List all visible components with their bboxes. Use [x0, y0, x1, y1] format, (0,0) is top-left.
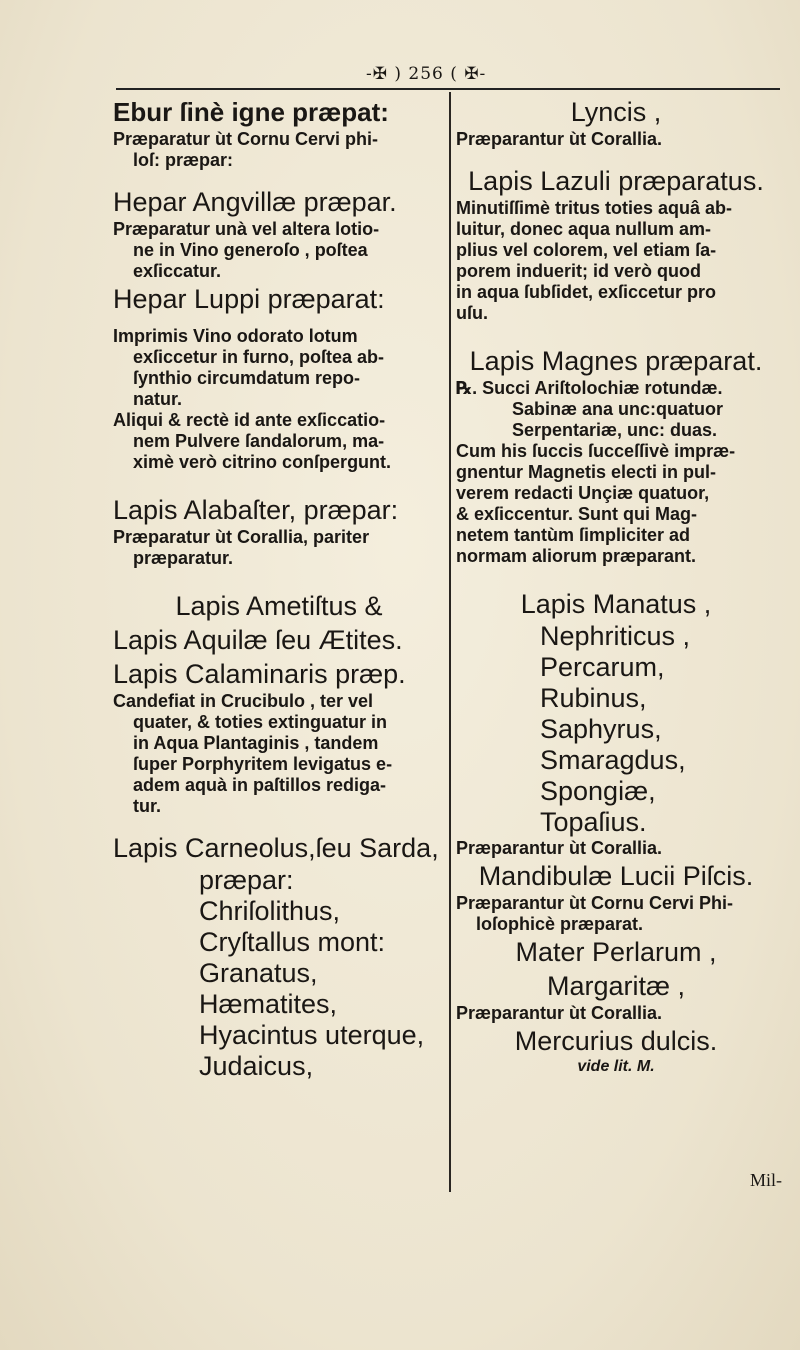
entry-text: Præparantur ùt Corallia.	[456, 838, 663, 858]
entry-title-margaritae: Margaritæ ,	[546, 971, 686, 1001]
entry-text: Præparantur ùt Corallia.	[456, 1003, 663, 1023]
list-item: Rubinus,	[540, 683, 647, 713]
entry-text: luitur, donec aqua nullum am-	[456, 219, 712, 239]
list-item: Spongiæ,	[540, 776, 656, 806]
entry-title-hepar-luppi: Hepar Luppi præparat:	[113, 284, 385, 314]
entry-text: nem Pulvere ſandalorum, ma-	[133, 431, 385, 451]
stone-list-left	[113, 865, 445, 1082]
entry-title-alabaster: Lapis Alabaſter, præpar:	[113, 495, 399, 525]
entry-text: Imprimis Vino odorato lotum	[113, 326, 358, 346]
entry-text: Præparantur ùt Corallia.	[456, 129, 663, 149]
left-column	[113, 95, 445, 1082]
list-item: Nephriticus ,	[540, 621, 691, 651]
list-item: Percarum,	[540, 652, 665, 682]
entry-title-mercurius: Mercurius dulcis.	[514, 1026, 718, 1056]
list-item: præpar:	[199, 865, 294, 895]
entry-title-lazuli: Lapis Lazuli præparatus.	[468, 166, 764, 196]
list-item: Judaicus,	[199, 1051, 314, 1081]
entry-text: ximè verò citrino conſpergunt.	[133, 452, 392, 472]
entry-text: netem tantùm ſimpliciter ad	[456, 525, 691, 545]
entry-title-lyncis: Lyncis ,	[570, 97, 662, 127]
entry-text: Præparatur unà vel altera lotio-	[113, 219, 380, 239]
entry-text: ſuper Porphyritem levigatus e-	[133, 754, 393, 774]
list-item: Topaſius.	[540, 807, 647, 837]
entry-title-calaminaris: Lapis Calaminaris præp.	[113, 659, 406, 689]
entry-text: exſiccatur.	[133, 261, 222, 281]
entry-title-aquilae: Lapis Aquilæ ſeu Ætites.	[113, 625, 403, 655]
entry-title-hepar-angvillae: Hepar Angvillæ præpar.	[113, 187, 397, 217]
entry-title-mandibulae: Mandibulæ Lucii Piſcis.	[478, 861, 754, 891]
entry-text: Sabinæ ana unc:quatuor	[512, 399, 724, 419]
list-item: Cryſtallus mont:	[199, 927, 386, 957]
stone-list-right	[456, 621, 776, 838]
entry-text: Præparatur ùt Cornu Cervi phi-	[113, 129, 379, 149]
entry-text: gnentur Magnetis electi in pul-	[456, 462, 717, 482]
entry-text: tur.	[133, 796, 162, 816]
catchword: Mil-	[749, 1170, 782, 1190]
entry-text: Præparatur ùt Corallia, pariter	[113, 527, 370, 547]
list-item: Chriſolithus,	[199, 896, 341, 926]
cross-reference: vide lit. M.	[577, 1058, 655, 1075]
entry-title-mater-perlarum: Mater Perlarum ,	[515, 937, 717, 967]
page-header	[116, 64, 780, 92]
entry-text: in aqua ſubſidet, exſiccetur pro	[456, 282, 717, 302]
entry-text: Candefiat in Crucibulo , ter vel	[113, 691, 374, 711]
entry-text: ne in Vino generoſo , poſtea	[133, 240, 368, 260]
entry-title-carneolus: Lapis Carneolus,ſeu Sarda,	[113, 833, 439, 863]
entry-text: quater, & toties extinguatur in	[133, 712, 388, 732]
entry-text: Serpentariæ, unc: duas.	[512, 420, 718, 440]
entry-text: verem redacti Unçiæ quatuor,	[456, 483, 710, 503]
entry-text: Minutiſſimè tritus toties aquâ ab-	[456, 198, 733, 218]
list-item: Hyacintus uterque,	[199, 1020, 425, 1050]
entry-text: natur.	[133, 389, 183, 409]
entry-text: Præparantur ùt Cornu Cervi Phi-	[456, 893, 734, 913]
entry-text: adem aquà in paſtillos rediga-	[133, 775, 387, 795]
entry-text: porem induerit; id verò quod	[456, 261, 702, 281]
entry-text: præparatur.	[133, 548, 234, 568]
list-item: Granatus,	[199, 958, 318, 988]
entry-text: Cum his ſuccis ſucceſſivè impræ-	[456, 441, 736, 461]
entry-text: ℞. Succi Ariſtolochiæ rotundæ.	[456, 378, 723, 398]
list-item: Smaragdus,	[540, 745, 686, 775]
entry-text: ſynthio circumdatum repo-	[133, 368, 361, 388]
list-item: Saphyrus,	[540, 714, 662, 744]
header-rule	[116, 88, 780, 90]
entry-text: exſiccetur in furno, poſtea ab-	[133, 347, 385, 367]
entry-title-ametistus: Lapis Ametiſtus &	[175, 591, 383, 621]
list-item: Hæmatites,	[199, 989, 338, 1019]
entry-text: & exſiccentur. Sunt qui Mag-	[456, 504, 698, 524]
entry-text: Aliqui & rectè id ante exſiccatio-	[113, 410, 386, 430]
entry-text: plius vel colorem, vel etiam ſa-	[456, 240, 717, 260]
entry-text: loſophicè præparat.	[476, 914, 644, 934]
entry-text: in Aqua Plantaginis , tandem	[133, 733, 379, 753]
entry-title-manatus: Lapis Manatus ,	[520, 589, 712, 619]
entry-title-ebur: Ebur ſinè igne præpat:	[113, 97, 389, 127]
right-column	[456, 95, 776, 1076]
entry-text: uſu.	[456, 303, 488, 323]
entry-text: normam aliorum præparant.	[456, 546, 697, 566]
entry-title-magnes: Lapis Magnes præparat.	[469, 346, 763, 376]
column-divider	[449, 92, 451, 1192]
entry-text: loſ: præpar:	[133, 150, 234, 170]
page-number: -✠ ) 256 ( ✠-	[366, 64, 487, 84]
